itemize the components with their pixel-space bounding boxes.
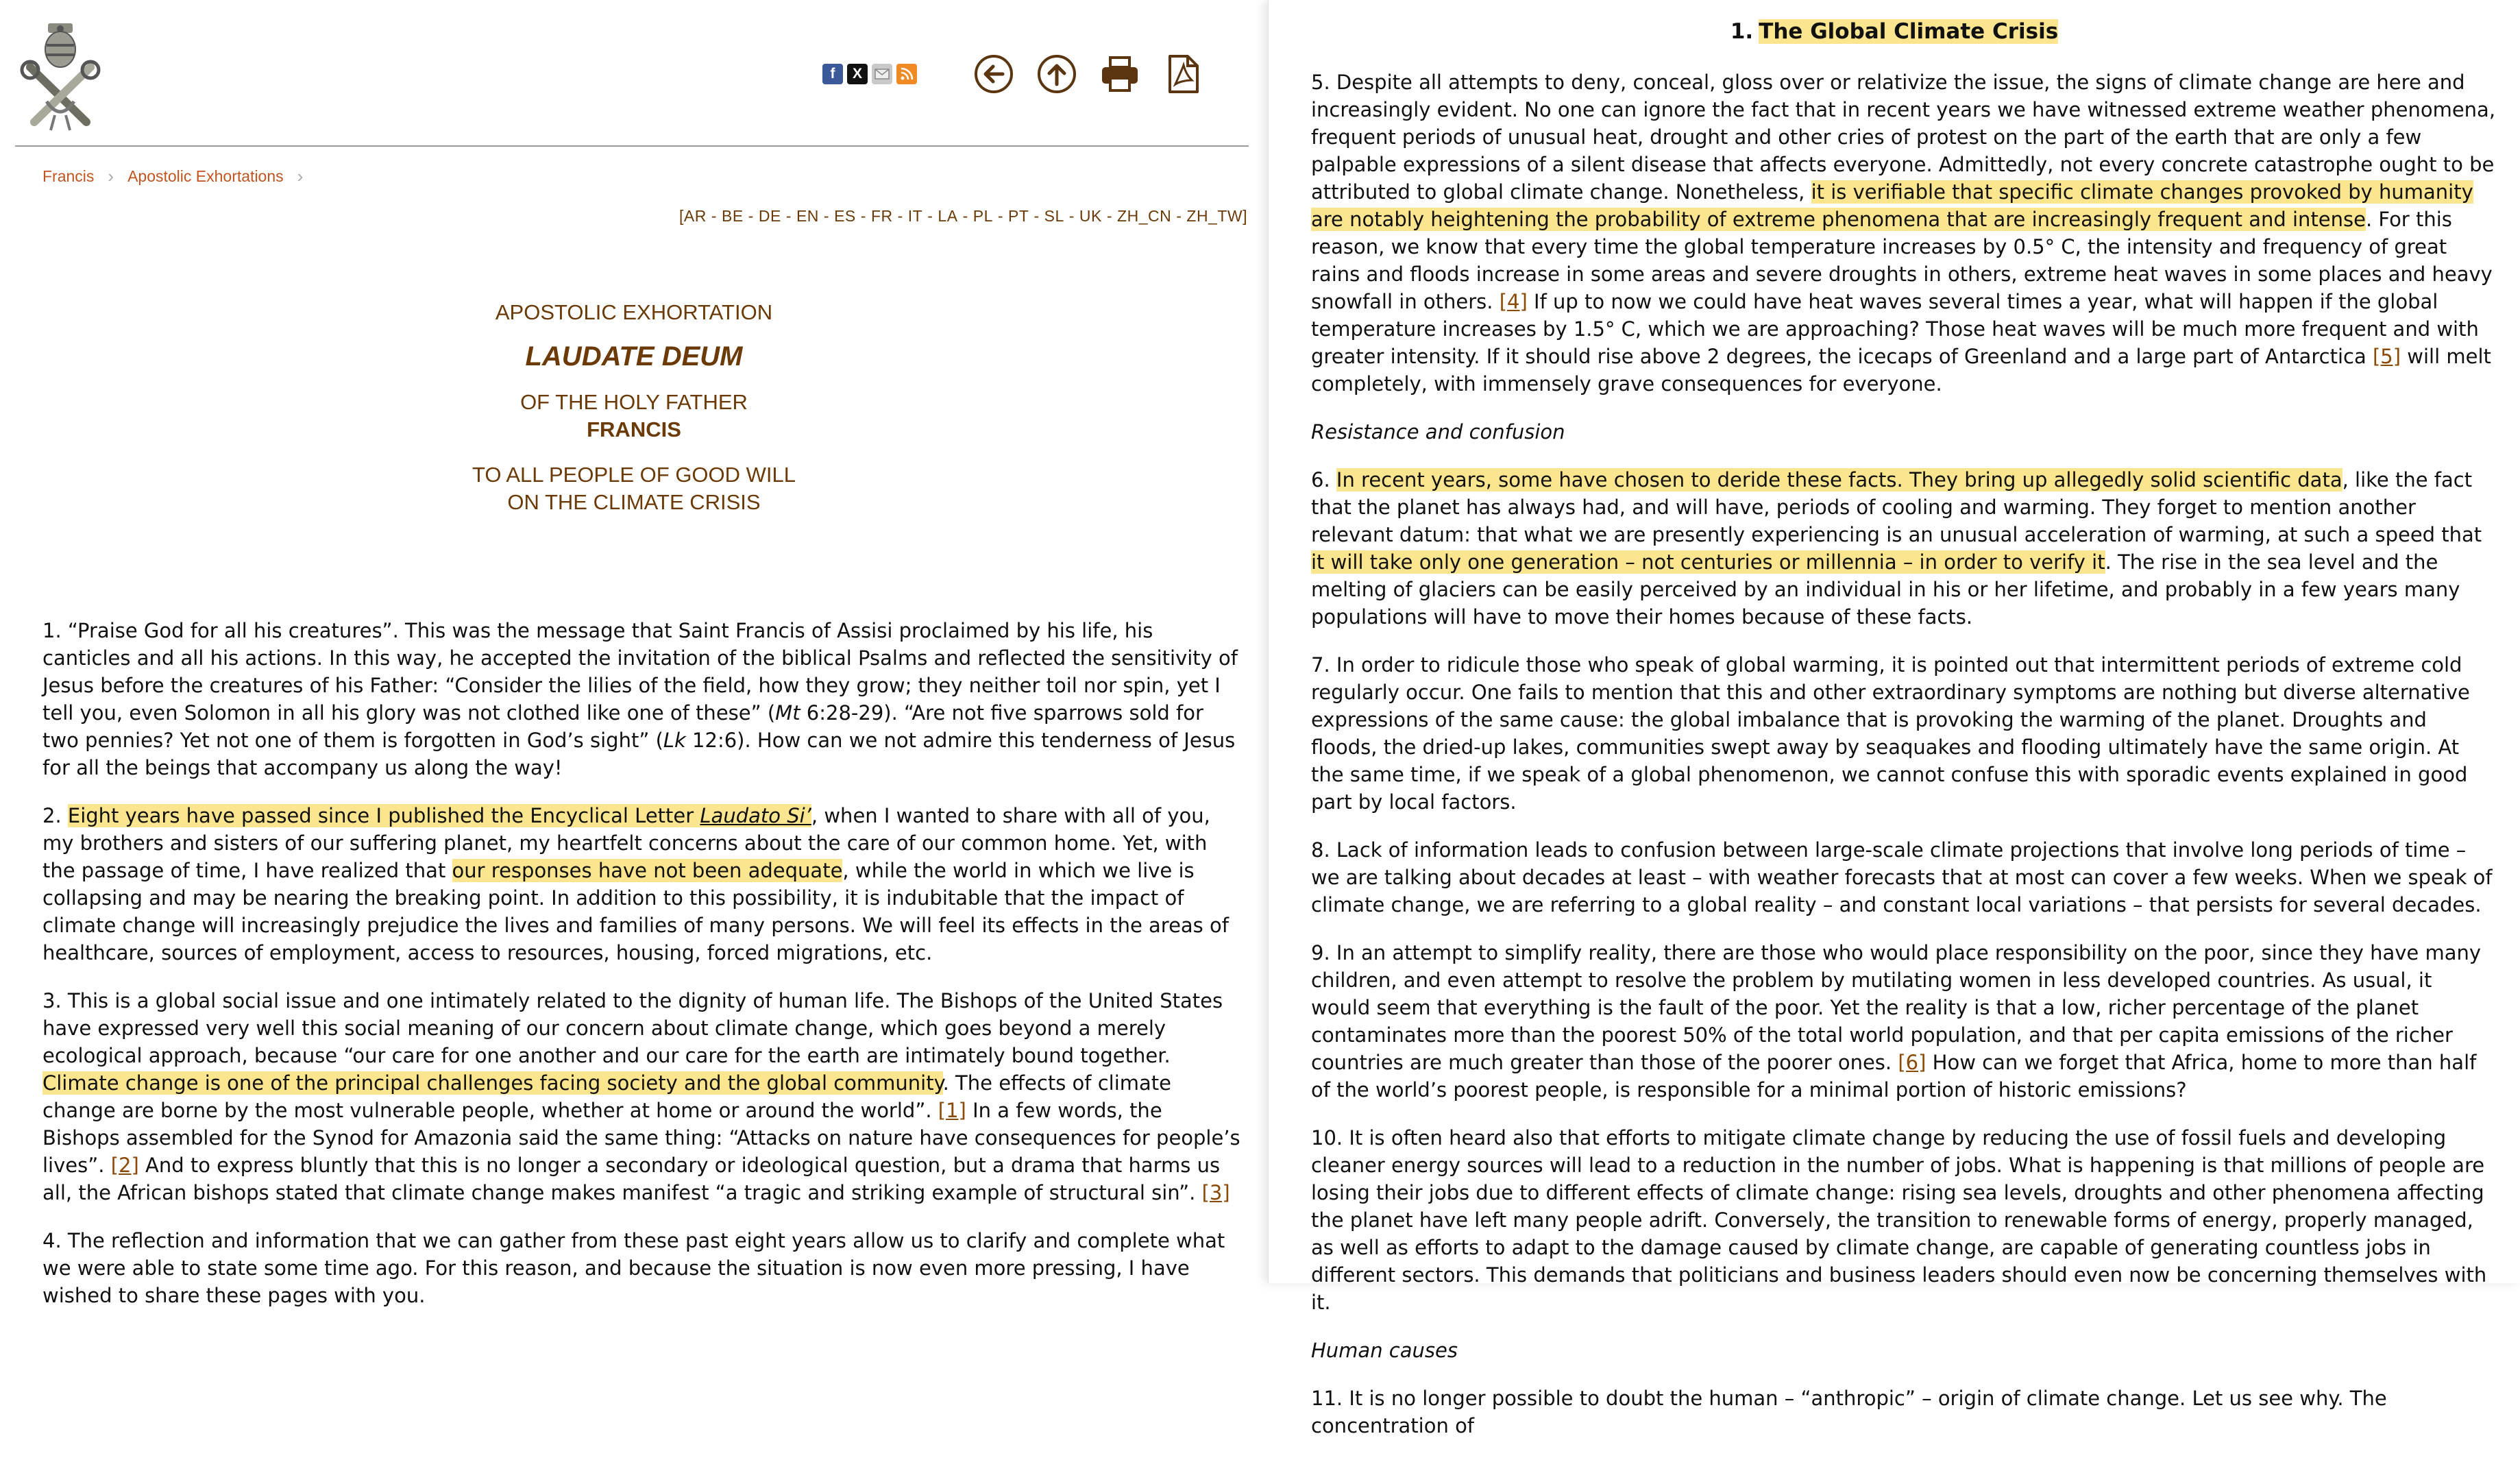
lang-link-la[interactable]: LA [938,207,958,225]
rss-icon[interactable] [896,64,917,84]
highlight: The Global Climate Crisis [1759,19,2059,44]
right-body-text [1311,69,2497,1460]
left-body-text [42,617,1242,1330]
paragraph-7: 7. In order to ridicule those who speak of global warming, it is pointed out that intermittent periods of extreme cold regularly occur. One fails to mention that this and other extraordinary symptoms are nothing but diverse alternative expressions of the same cause: the global imbalance that is provoking the warming of the planet. Droughts and floods, the dried-up lakes, communities swept away by seaquakes and flooding ultimately have the same origin. At the same time, if we speak of a global phenomenon, we cannot confuse this with sporadic events explained in good part by local factors. [1311,653,2470,814]
lang-link-en[interactable]: EN [796,207,819,225]
email-icon[interactable] [872,64,892,84]
subheading-human-causes: Human causes [1311,1339,1458,1362]
highlight: it will take only one generation – not centuries or millennia – in order to verify it [1311,550,2105,574]
lang-link-fr[interactable]: FR [870,207,893,225]
paragraph-3: 3. This is a global social issue and one intimately related to the dignity of human life. The Bishops of the United States have expressed very well this social meaning of our concern about climate change, which goes beyond a merely ecological approach, because “our care for one another and our care for the earth are intimately bound together. Climate change is one of the principal challenges facing society and the global community. The effects of climate change are borne by the most vulnerable people, whether at home or around the world”. [1] In a few words, the Bishops assembled for the Synod for Amazonia said the same thing: “Attacks on nature have consequences for people’s lives”. [2] And to express bluntly that this is no longer a secondary or ideological question, but a drama that harms us all, the African bishops stated that climate change makes manifest “a tragic and striking example of structural sin”. [3] [42,989,1240,1204]
lang-link-uk[interactable]: UK [1079,207,1102,225]
author-name: FRANCIS [587,417,681,441]
footnote-link[interactable]: [6] [1898,1051,1926,1074]
highlight: Eight years have passed since I published the Encyclical Letter Laudato Si’ [67,804,811,827]
footnote-link[interactable]: [1] [938,1099,966,1122]
paragraph-8: 8. Lack of information leads to confusion between large-scale climate projections that involve long periods of time – we are talking about decades at least – with weather forecasts that at most can cover a few weeks. When we speak of climate change, we are referring to a global reality – and constant local variations – that persists for several decades. [1311,838,2493,916]
header-divider [15,145,1249,147]
print-icon[interactable] [1099,53,1140,95]
breadcrumb [42,166,317,187]
left-document-pane [0,0,1268,1307]
lang-link-pl[interactable]: PL [972,207,993,225]
footnote-link[interactable]: [5] [2372,345,2401,368]
highlight: Climate change is one of the principal challenges facing society and the global community [42,1071,943,1095]
breadcrumb-chevron-icon: › [108,166,114,186]
paragraph-4: 4. The reflection and information that we can gather from these past eight years allow us to clarify and complete what we were able to state some time ago. For this reason, and because the situation is now even more pressing, I have wished to share these pages with you. [42,1229,1225,1307]
addressee-line: TO ALL PEOPLE OF GOOD WILL [472,463,796,487]
document-title-block [0,299,1268,516]
paragraph-5: 5. Despite all attempts to deny, conceal, gloss over or relativize the issue, the signs of climate change are here and increasingly evident. No one can ignore the fact that in recent years we have witnessed extreme weather phenomena, frequent periods of unusual heat, drought and other cries of protest on the part of the earth that are only a few palpable expressions of a silent disease that affects everyone. Admittedly, not every concrete catastrophe ought to be attributed to global climate change. Nonetheless, it is verifiable that specific climate changes provoked by humanity are notably heightening the probability of extreme phenomena that are increasingly frequent and intense. For this reason, we know that every time the global temperature increases by 0.5° C, the intensity and frequency of great rains and floods increase in some areas and severe droughts in others, extreme heat waves in some places and heavy snowfall in others. [4] If up to now we could have heat waves several times a year, what will happen if the global temperature increases by 1.5° C, which we are approaching? Those heat waves will be much more frequent and with greater intensity. If it should rise above 2 degrees, the icecaps of Greenland and a large part of Antarctica [5] will melt completely, with immensely grave consequences for everyone. [1311,71,2496,396]
right-document-pane [1268,0,2520,1437]
subject-line: ON THE CLIMATE CRISIS [507,490,761,514]
paragraph-11: 11. It is no longer possible to doubt the human – “anthropic” – origin of climate change. Let us see why. The concentration of [1311,1387,2387,1437]
social-icons [822,64,917,84]
author-line: OF THE HOLY FATHER [520,390,748,414]
paragraph-10: 10. It is often heard also that efforts to mitigate climate change by reducing the use of fossil fuels and developing cleaner energy sources will lead to a reduction in the number of jobs. What is happening is that millions of people are losing their jobs due to different effects of climate change: rising sea levels, droughts and other phenomena affecting the planet have left many people adrift. Conversely, the transition to renewable forms of energy, properly managed, as well as efforts to adapt to the damage caused by climate change, are capable of generating countless jobs in different sectors. This demands that politicians and business leaders should even now be concerning themselves with it. [1311,1126,2487,1314]
back-icon[interactable] [973,53,1014,95]
footnote-link[interactable]: [3] [1201,1181,1230,1204]
scroll-top-icon[interactable] [1036,53,1077,95]
paragraph-1: 1. “Praise God for all his creatures”. This was the message that Saint Francis of Assisi proclaimed by his life, his canticles and all his actions. In this way, he accepted the invitation of the biblical Psalms and reflected the sensitivity of Jesus before the creatures of his Father: “Consider the lilies of the field, how they grow; they neither toil nor spin, yet I tell you, even Solomon in all his glory was not clothed like one of these” (Mt 6:28-29). “Are not five sparrows sold for two pennies? Yet not one of them is forgotten in God’s sight” (Lk 12:6). How can we not admire this tenderness of Jesus for all the beings that accompany us along the way! [42,619,1238,779]
lang-link-be[interactable]: BE [721,207,744,225]
document-type: APOSTOLIC EXHORTATION [495,300,773,324]
footnote-link[interactable]: [4] [1499,290,1528,313]
language-selector: [AR - BE - DE - EN - ES - FR - IT - LA - PL - PT - SL - UK - ZH_CN - ZH_TW] [678,207,1247,225]
facebook-icon[interactable]: f [822,64,843,84]
lang-link-es[interactable]: ES [834,207,856,225]
lang-link-sl[interactable]: SL [1044,207,1064,225]
subheading-resistance: Resistance and confusion [1311,420,1565,443]
lang-link-it[interactable]: IT [907,207,923,225]
lang-link-de[interactable]: DE [758,207,781,225]
breadcrumb-chevron-icon: › [297,166,304,186]
lang-link-zh-cn[interactable]: ZH_CN [1117,207,1172,225]
section-title: 1. The Global Climate Crisis [1730,19,2059,44]
holy-see-emblem-icon[interactable] [15,19,106,133]
paragraph-9: 9. In an attempt to simplify reality, there are those who would place responsibility on the poor, since they have many children, and even attempt to resolve the problem by mutilating women in less developed countries. As usual, it would seem that everything is the fault of the poor. Yet the reality is that a low, richer percentage of the planet contaminates more than the poorest 50% of the total world population, and that per capita emissions of the richer countries are much greater than those of the poorer ones. [6] How can we forget that Africa, home to more than half of the world’s poorest people, is responsible for a minimal portion of historic emissions? [1311,941,2482,1102]
footnote-link[interactable]: [2] [110,1154,139,1177]
paragraph-6: 6. In recent years, some have chosen to deride these facts. They bring up allegedly solid scientific data, like the fact that the planet has always had, and will have, periods of cooling and warming. They forget to mention another relevant datum: that what we are presently experiencing is an unusual acceleration of warming, at such a speed that it will take only one generation – not centuries or millennia – in order to verify it. The rise in the sea level and the melting of glaciers can be easily perceived by an individual in his or her lifetime, and probably in a few years many populations will have to move their homes because of these facts. [1311,468,2482,629]
breadcrumb-link-apostolic-exhortations[interactable]: Apostolic Exhortations [127,167,284,185]
x-icon[interactable]: X [847,64,868,84]
lang-link-ar[interactable]: AR [683,207,707,225]
laudato-si-link[interactable]: Laudato Si’ [700,804,811,827]
highlight: it is verifiable that specific climate changes provoked by humanity are notably heightening the probability of extreme phenomena that are increasingly frequent and intense [1311,180,2473,231]
document-title: LAUDATE DEUM [525,341,743,372]
top-toolbar [822,53,1225,95]
pdf-icon[interactable] [1162,53,1203,95]
highlight: our responses have not been adequate [452,859,843,882]
highlight: In recent years, some have chosen to deride these facts. They bring up allegedly solid scientific data [1336,468,2342,491]
breadcrumb-link-francis[interactable]: Francis [42,167,95,185]
lang-link-pt[interactable]: PT [1008,207,1029,225]
lang-link-zh-tw[interactable]: ZH_TW [1186,207,1243,225]
paragraph-2: 2. Eight years have passed since I published the Encyclical Letter Laudato Si’, when I wanted to share with all of you, my brothers and sisters of our suffering planet, my heartfelt concerns about the care of our common home. Yet, with the passage of time, I have realized that our responses have not been adequate, while the world in which we live is collapsing and may be nearing the breaking point. In addition to this possibility, it is indubitable that the impact of climate change will increasingly prejudice the lives and families of many persons. We will feel its effects in the areas of healthcare, sources of employment, access to resources, housing, forced migrations, etc. [42,804,1229,964]
